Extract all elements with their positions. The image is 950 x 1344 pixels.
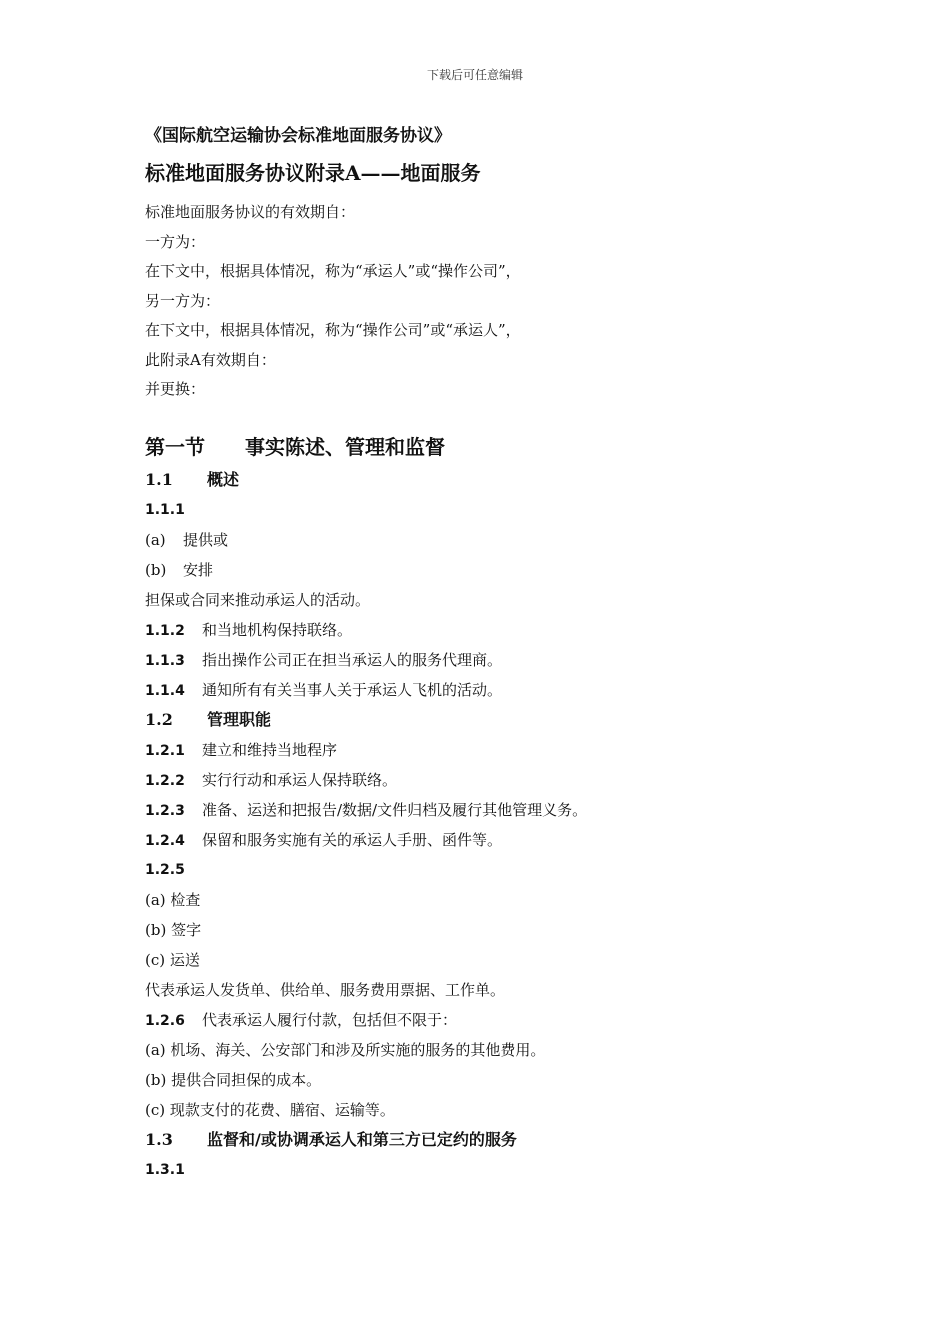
clause-number: 1.2.1 <box>145 742 185 759</box>
page-header-note: 下载后可任意编辑 <box>426 68 523 82</box>
clause-tail: 代表承运人发货单、供给单、服务费用票据、工作单。 <box>145 980 506 999</box>
list-item: (c) 现款支付的花费、膳宿、运输等。 <box>145 1100 395 1119</box>
clause-text: 通知所有有关当事人关于承运人飞机的活动。 <box>202 680 503 699</box>
item-label: (b) <box>145 560 167 579</box>
heading-title: 概述 <box>207 469 240 489</box>
preamble-line: 此附录A有效期自： <box>145 350 276 369</box>
document-subtitle: 标准地面服务协议附录A——地面服务 <box>145 161 481 185</box>
clause-1-2-3 <box>145 795 845 825</box>
heading-number: 1.2 <box>145 709 173 729</box>
list-item: (c) 运送 <box>145 950 200 969</box>
clause-text: 实行行动和承运人保持联络。 <box>202 770 398 789</box>
list-item: (b) 签字 <box>145 920 202 939</box>
clause-text: 准备、运送和把报告/数据/文件归档及履行其他管理义务。 <box>202 800 588 819</box>
item-label: (a) <box>145 530 166 549</box>
heading-1-1 <box>145 465 845 495</box>
heading-1-3 <box>145 1125 845 1155</box>
clause-number: 1.2.2 <box>145 772 185 789</box>
heading-1-1-1: 1.1.1 <box>145 501 185 518</box>
clause-1-2-2 <box>145 765 845 795</box>
preamble-line: 一方为： <box>145 232 206 251</box>
preamble <box>145 198 845 405</box>
clause-1-1-2 <box>145 615 845 645</box>
preamble-line: 并更换： <box>145 380 206 398</box>
clause-text: 建立和维持当地程序 <box>202 740 338 759</box>
heading-title: 监督和/或协调承运人和第三方已定约的服务 <box>207 1129 517 1149</box>
clause-1-2-1 <box>145 735 845 765</box>
clause-number: 1.1.3 <box>145 652 185 669</box>
document-title: 《国际航空运输协会标准地面服务协议》 <box>145 126 451 146</box>
heading-title: 管理职能 <box>207 709 272 729</box>
clause-number: 1.2.3 <box>145 802 185 819</box>
heading-number: 1.3 <box>145 1129 173 1149</box>
clause-number: 1.2.6 <box>145 1012 185 1029</box>
list-item: (b) 提供合同担保的成本。 <box>145 1070 322 1089</box>
clause-text: 代表承运人履行付款，包括但不限于： <box>202 1010 458 1029</box>
list-item <box>145 555 845 585</box>
list-item <box>145 525 845 555</box>
clause-number: 1.1.2 <box>145 622 185 639</box>
preamble-line: 在下文中，根据具体情况，称为“操作公司”或“承运人”， <box>145 321 521 339</box>
heading-1-3-1: 1.3.1 <box>145 1161 185 1178</box>
clause-1-1-3 <box>145 645 845 675</box>
preamble-line: 标准地面服务协议的有效期自： <box>145 203 356 221</box>
list-item: (a) 机场、海关、公安部门和涉及所实施的服务的其他费用。 <box>145 1040 546 1059</box>
preamble-line: 在下文中，根据具体情况，称为“承运人”或“操作公司”， <box>145 262 521 280</box>
clause-number: 1.2.4 <box>145 832 185 849</box>
section-number: 第一节 <box>145 434 205 459</box>
clause-1-2-4 <box>145 825 845 855</box>
clause-1-2-6 <box>145 1005 845 1035</box>
heading-number: 1.1 <box>145 469 173 489</box>
clause-text: 指出操作公司正在担当承运人的服务代理商。 <box>202 650 503 669</box>
list-item: (a) 检查 <box>145 890 201 909</box>
clause-tail: 担保或合同来推动承运人的活动。 <box>145 590 371 609</box>
heading-1-2 <box>145 705 845 735</box>
preamble-line: 另一方为： <box>145 291 221 310</box>
clause-number: 1.1.4 <box>145 682 185 699</box>
item-text: 提供或 <box>183 530 229 549</box>
section-1-heading <box>145 429 845 465</box>
heading-1-2-5: 1.2.5 <box>145 861 185 878</box>
clause-text: 和当地机构保持联络。 <box>202 620 353 639</box>
item-text: 安排 <box>183 560 214 579</box>
section-title: 事实陈述、管理和监督 <box>245 434 445 459</box>
clause-1-1-4 <box>145 675 845 705</box>
document-body <box>145 120 845 1185</box>
clause-text: 保留和服务实施有关的承运人手册、函件等。 <box>202 830 503 849</box>
